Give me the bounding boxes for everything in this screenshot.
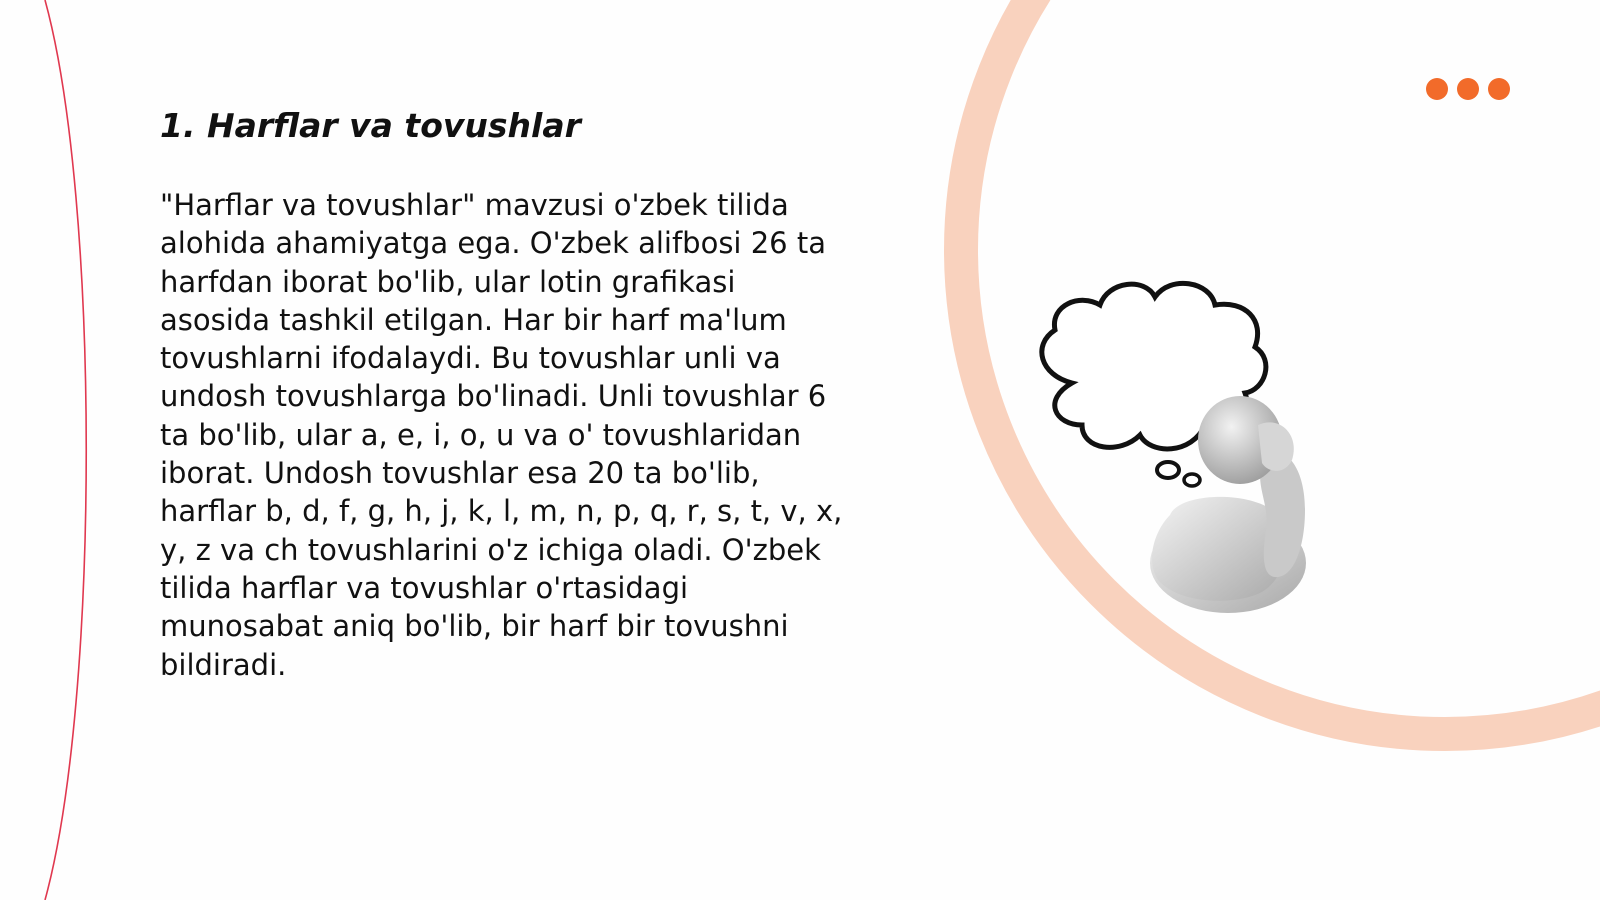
more-dots-icon[interactable] bbox=[1426, 78, 1516, 100]
dot-3 bbox=[1488, 78, 1510, 100]
left-arc-line bbox=[45, 0, 86, 900]
dot-2 bbox=[1457, 78, 1479, 100]
dot-1 bbox=[1426, 78, 1448, 100]
slide-body-text: "Harflar va tovushlar" mavzusi o'zbek tilida alohida ahamiyatga ega. O'zbek alifbosi 26 ta harfdan iborat bo'lib, ular lotin grafikasi asosida tashkil etilgan. Har bir harf ma'lum tovushlarni ifodalaydi. Bu tovushlar unli va undosh tovushlarga bo'linadi. Unli tovushlar 6 ta bo'lib, ular a, e, i, o, u va o' tovushlaridan iborat. Undosh tovushlar esa 20 ta bo'lib, harflar b, d, f, g, h, j, k, l, m, n, p, q, r, s, t, v, x, y, z va ch tovushlarini o'z ichiga oladi. O'zbek tilida harflar va tovushlar o'rtasidagi munosabat aniq bo'lib, bir harf bir tovushni bildiradi. bbox=[160, 188, 843, 682]
slide-title: 1. Harflar va tovushlar bbox=[160, 106, 581, 145]
thought-bubble-small-1 bbox=[1157, 462, 1179, 478]
thinking-person-icon bbox=[1030, 275, 1350, 620]
thought-bubble-small-2 bbox=[1184, 474, 1200, 486]
